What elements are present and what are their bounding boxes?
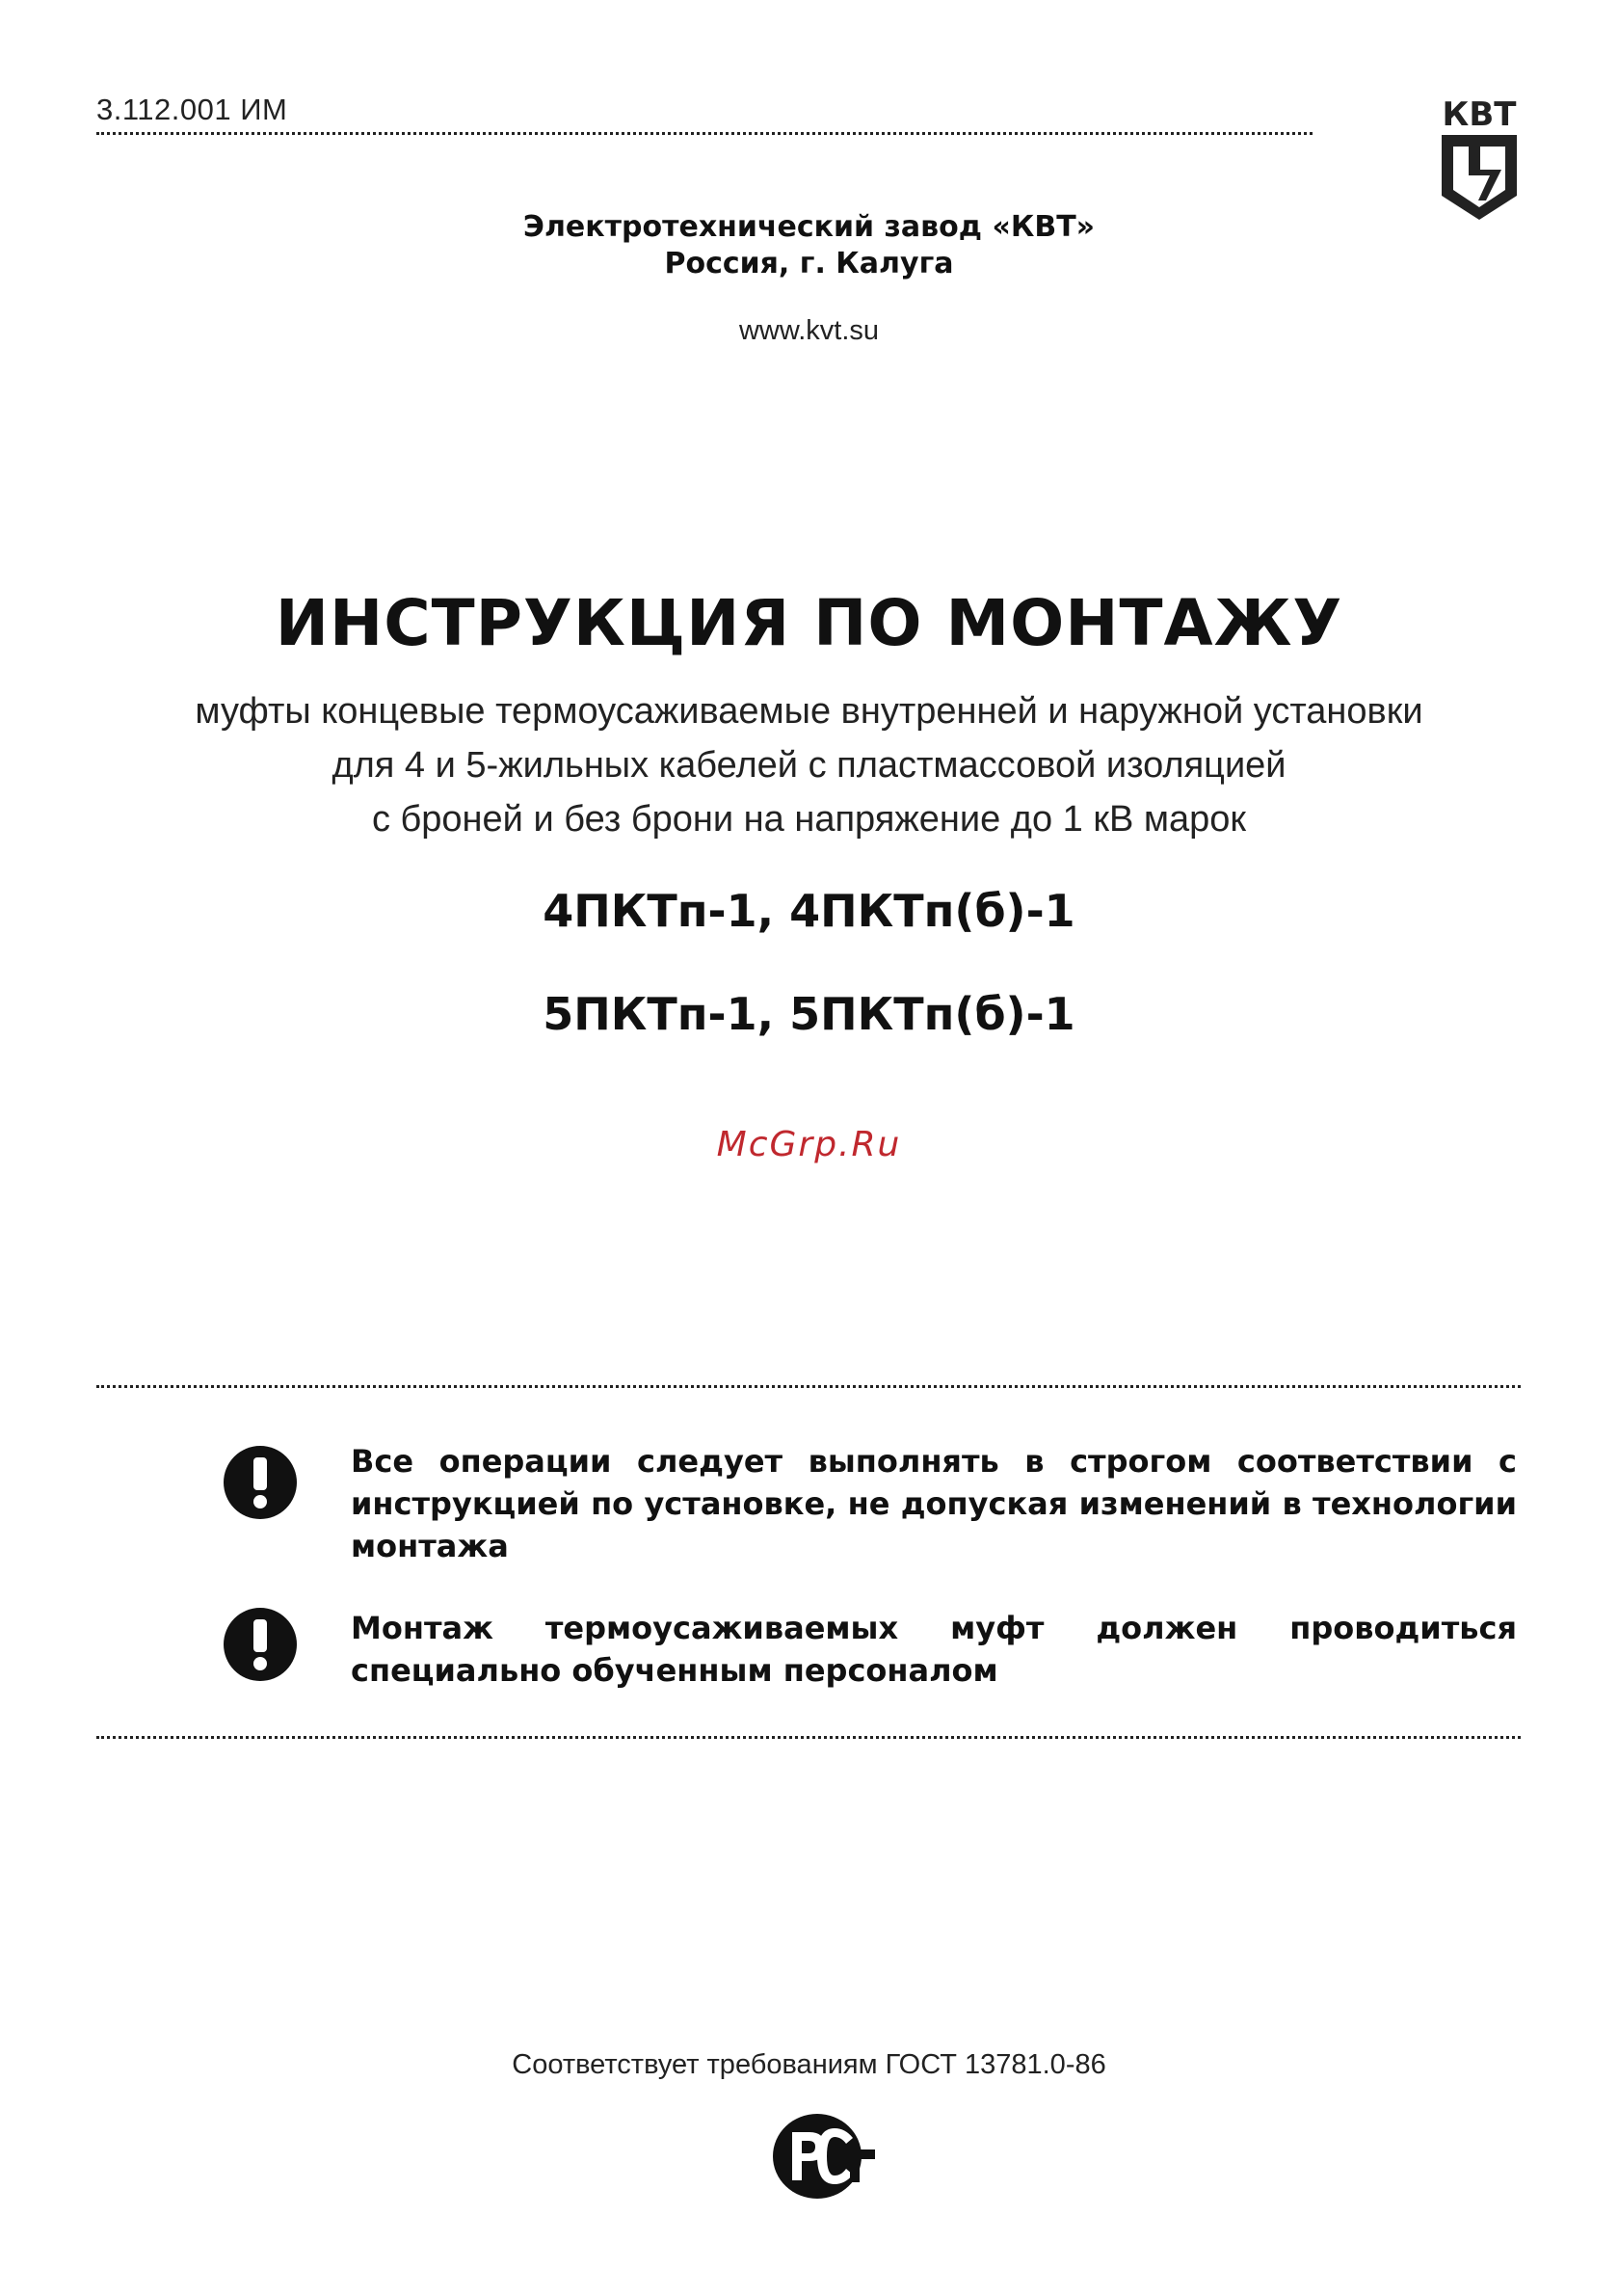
document-code: 3.112.001 ИМ — [96, 93, 288, 126]
exclamation-icon — [222, 1444, 299, 1521]
rst-certification-mark — [771, 2111, 877, 2203]
subtitle-line: с броней и без брони на напряжение до 1 кВ марок — [371, 799, 1247, 840]
warnings-top-divider — [96, 1385, 1521, 1388]
subtitle — [0, 684, 1618, 846]
model-list-5: 5ПКТп-1, 5ПКТп(б)-1 — [543, 988, 1075, 1040]
gost-compliance: Соответствует требованиям ГОСТ 13781.0-86 — [512, 2049, 1106, 2080]
company-location: Россия, г. Калуга — [664, 247, 954, 280]
company-block — [0, 209, 1618, 282]
svg-text:КВТ: КВТ — [1442, 95, 1517, 134]
warnings-bottom-divider — [96, 1736, 1521, 1739]
subtitle-line: для 4 и 5-жильных кабелей с пластмассовой изоляцией — [332, 745, 1286, 786]
warning-text: Монтаж термоусаживаемых муфт должен проводиться специально обученным персоналом — [351, 1610, 1517, 1689]
subtitle-line: муфты концевые термоусаживаемые внутренней и наружной установки — [195, 691, 1423, 732]
watermark: McGrp.Ru — [716, 1125, 902, 1164]
warning-text: Все операции следует выполнять в строгом соответствии с инструкцией по установке, не допуская изменений в технологии монтажа — [351, 1443, 1517, 1564]
header-divider — [96, 132, 1313, 135]
exclamation-icon — [222, 1606, 299, 1683]
company-name: Электротехнический завод «КВТ» — [522, 210, 1096, 244]
page-title: ИНСТРУКЦИЯ ПО МОНТАЖУ — [275, 586, 1343, 660]
kvt-logo — [1436, 94, 1523, 225]
model-list-4: 4ПКТп-1, 4ПКТп(б)-1 — [543, 885, 1075, 937]
company-url[interactable]: www.kvt.su — [738, 315, 880, 346]
